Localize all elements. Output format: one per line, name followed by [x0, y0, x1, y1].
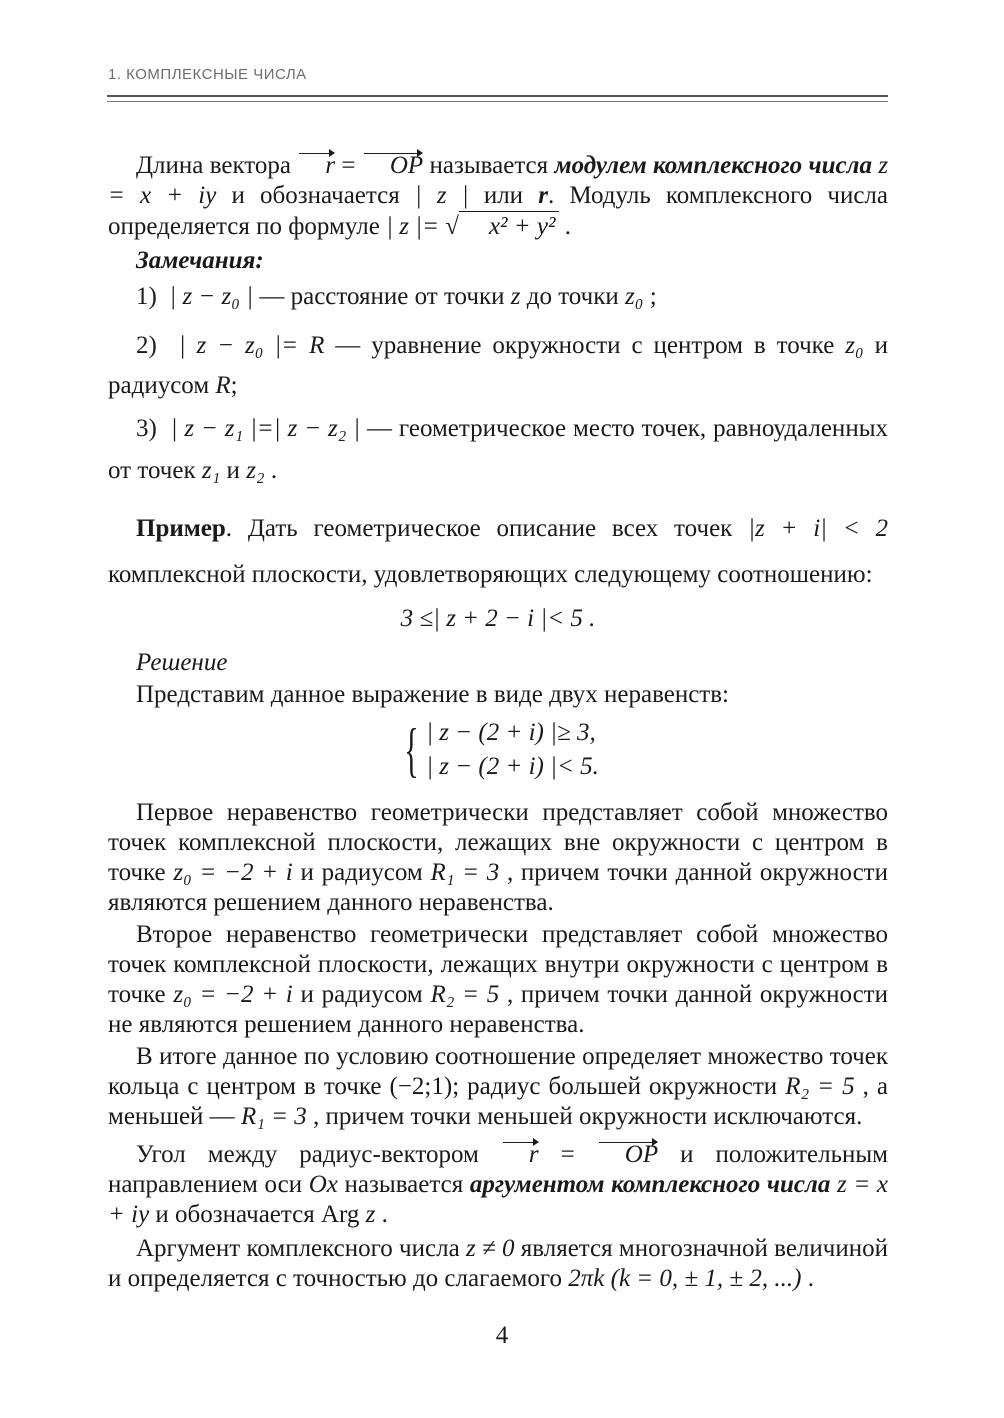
text: , причем точки данной окружности не являются решением данного неравенства.: [108, 981, 888, 1038]
text: . Дать геометрическое описание всех точек: [225, 515, 749, 542]
system-line-1: | z − (2 + i) |≥ 3,: [426, 719, 596, 746]
remark-3: [108, 408, 888, 492]
formula-abs-z: | z |: [414, 182, 469, 209]
text: является многозначной величиной и определяется с точностью до слагаемого: [108, 1235, 889, 1292]
formula-R1: R₁ = 3: [430, 859, 500, 886]
text: комплексной плоскости, удовлетворяющих следующему соотношению:: [108, 561, 873, 588]
running-header: 1. КОМПЛЕКСНЫЕ ЧИСЛА: [108, 66, 307, 83]
formula-z: z = x + iy: [108, 1171, 889, 1228]
text: .: [375, 1201, 388, 1228]
text: или: [468, 182, 539, 209]
formula-example-main: 3 ≤| z + 2 − i |< 5 .: [400, 605, 596, 632]
text: и обозначается: [149, 1201, 321, 1228]
text: и радиусом: [292, 981, 431, 1008]
vector-op: OP: [597, 1140, 658, 1170]
text: Первое неравенство геометрически представляет собой множество точек комплексной плоскости, лежащих вне окружности с центром в точке: [108, 799, 888, 886]
paragraph-modulus: Длина вектора r = OP называется модулем комплексного числа z = x + iy и обозначается | z | или r. Модуль комплексного числа определяется по формуле | z |= √ x² + y² .: [108, 152, 889, 240]
text: В итоге данное по условию соотношение определяет множество точек кольца с центром в точке (−2;1); радиус большей окружности: [108, 1043, 888, 1100]
system-of-inequalities: [108, 716, 888, 786]
text: Аргумент комплексного числа: [136, 1235, 466, 1262]
term-modulus: модулем комплексного числа: [554, 152, 872, 179]
formula-R2: R₂ = 5: [430, 981, 500, 1008]
text: 3): [136, 415, 157, 442]
var-z2: z₂: [246, 457, 265, 484]
vector-r: r: [501, 1140, 539, 1170]
formula-z: z = x + iy: [108, 152, 889, 209]
page-body: [108, 151, 888, 1294]
text: 1): [136, 283, 157, 310]
var-z: z: [359, 1201, 376, 1228]
formula-R2: R₂ = 5: [785, 1073, 855, 1100]
text: — уравнение окружности с центром в точке: [324, 332, 846, 359]
text: и положительным направлением оси: [108, 1141, 888, 1198]
vector-op: OP: [362, 151, 423, 181]
text: .: [558, 213, 572, 240]
text: называется: [429, 152, 555, 179]
text: — расстояние от точки: [253, 283, 511, 310]
text: — геометрическое место точек, равноудаленных от точек: [108, 415, 888, 484]
text: и обозначается: [216, 182, 415, 209]
page-number: 4: [495, 1322, 509, 1349]
text: до точки: [520, 283, 626, 310]
var-z0: z₀: [625, 283, 644, 310]
var-z0: z₀: [845, 332, 864, 359]
text: и: [220, 457, 247, 484]
header-rule-thin: [107, 101, 888, 102]
formula-R1: R₁ = 3: [240, 1103, 307, 1130]
var-R: R: [215, 372, 231, 399]
formula-z0: z₀ = −2 + i: [173, 981, 293, 1008]
text: , причем точки меньшей окружности исключаются.: [306, 1103, 863, 1130]
brace-icon: {: [404, 717, 419, 783]
formula-remark-3: | z − z₁ |=| z − z₂ |: [170, 415, 361, 442]
text: называется: [337, 1171, 470, 1198]
example-paragraph: [108, 506, 888, 598]
axis-ox: Ox: [308, 1171, 338, 1198]
formula-z-nonzero: z ≠ 0: [465, 1235, 515, 1262]
text: =: [335, 152, 362, 179]
vector-r: r: [297, 151, 335, 181]
solution-paragraph-2: [108, 920, 888, 1040]
solution-paragraph-3: [108, 1042, 888, 1132]
remark-2: [108, 326, 888, 406]
arg-operator: Arg: [320, 1201, 360, 1228]
text: Длина вектора: [136, 152, 291, 179]
text: 2): [136, 332, 157, 359]
formula-remark-1: | z − z₀ |: [169, 283, 254, 310]
text: . Модуль комплексного числа определяется по формуле: [108, 182, 888, 240]
text: Угол между радиус-вектором: [136, 1141, 501, 1168]
term-argument: аргументом комплексного числа: [469, 1171, 831, 1198]
text: ;: [643, 283, 657, 310]
text: , а меньшей —: [108, 1073, 888, 1130]
formula-sqrt: x² + y²: [459, 211, 559, 242]
system-lines: [426, 716, 599, 784]
solution-paragraph-1: [108, 798, 888, 918]
formula-modulus-left: | z |=: [386, 213, 446, 240]
var-r: r: [538, 182, 548, 209]
example-label: Пример: [136, 515, 226, 542]
formula-remark-2: | z − z₀ |= R: [178, 332, 325, 359]
formula-z0: z₀ = −2 + i: [173, 859, 293, 886]
argument-multivalued-paragraph: [108, 1234, 888, 1294]
argument-paragraph: [108, 1140, 888, 1230]
text: и радиусом: [292, 859, 431, 886]
var-z1: z₁: [201, 457, 221, 484]
system-line-2: | z − (2 + i) |< 5.: [426, 753, 599, 780]
solution-intro: Представим данное выражение в виде двух неравенств:: [136, 681, 729, 708]
formula-2pik: 2πk (k = 0, ± 1, ± 2, ...): [568, 1265, 802, 1292]
formula-example-condition: |z + i| < 2: [748, 515, 888, 542]
var-z: z: [510, 283, 521, 310]
text: =: [538, 1141, 597, 1168]
remarks-title: Замечания:: [136, 247, 264, 274]
text: Второе неравенство геометрически представляет собой множество точек комплексной плоскости, лежащих внутри окружности с центром в точке: [108, 921, 888, 1008]
text: .: [801, 1265, 814, 1292]
remark-1: [108, 282, 888, 312]
text: .: [264, 457, 278, 484]
solution-title: Решение: [136, 649, 228, 676]
text: ;: [230, 372, 238, 399]
text: , причем точки данной окружности являются решением данного неравенства.: [108, 859, 888, 916]
header-rule-thick: [107, 95, 888, 97]
text: и радиусом: [108, 332, 888, 399]
